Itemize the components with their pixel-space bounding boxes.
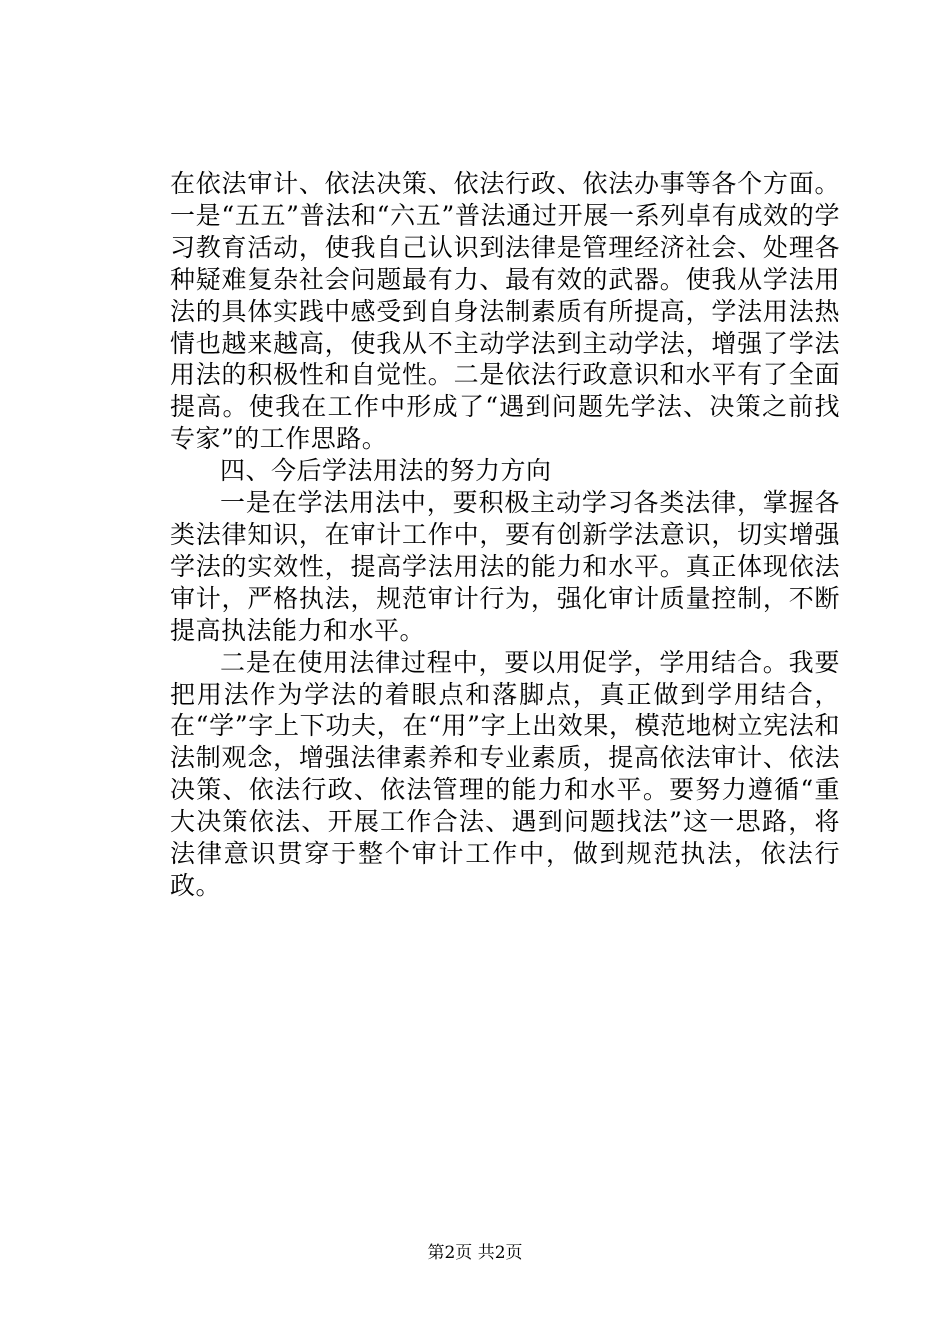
paragraph-point-one: 一是在学法用法中，要积极主动学习各类法律，掌握各类法律知识，在审计工作中，要有创新学法意识，切实增强学法的实效性，提高学法用法的能力和水平。真正体现依法审计，严格执法，规范审计行为，强化审计质量控制，不断提高执法能力和水平。 [170,488,840,645]
paragraph-continuation: 在依法审计、依法决策、依法行政、依法办事等各个方面。一是“五五”普法和“六五”普法通过开展一系列卓有成效的学习教育活动，使我自己认识到法律是管理经济社会、处理各种疑难复杂社会问题最有力、最有效的武器。使我从学法用法的具体实践中感受到自身法制素质有所提高，学法用法热情也越来越高，使我从不主动学法到主动学法，增强了学法用法的积极性和自觉性。二是依法行政意识和水平有了全面提高。使我在工作中形成了“遇到问题先学法、决策之前找专家”的工作思路。 [170,169,840,454]
paragraph-point-two: 二是在使用法律过程中，要以用促学，学用结合。我要把用法作为学法的着眼点和落脚点，真正做到学用结合，在“学”字上下功夫，在“用”字上出效果，模范地树立宪法和法制观念，增强法律素养和专业素质，提高依法审计、依法决策、依法行政、依法管理的能力和水平。要努力遵循“重大决策依法、开展工作合法、遇到问题找法”这一思路，将法律意识贯穿于整个审计工作中，做到规范执法，依法行政。 [170,647,840,900]
document-body [170,168,840,902]
section-heading: 四、今后学法用法的努力方向 [220,456,552,486]
page-number-footer: 第2页 共2页 [427,1243,523,1263]
